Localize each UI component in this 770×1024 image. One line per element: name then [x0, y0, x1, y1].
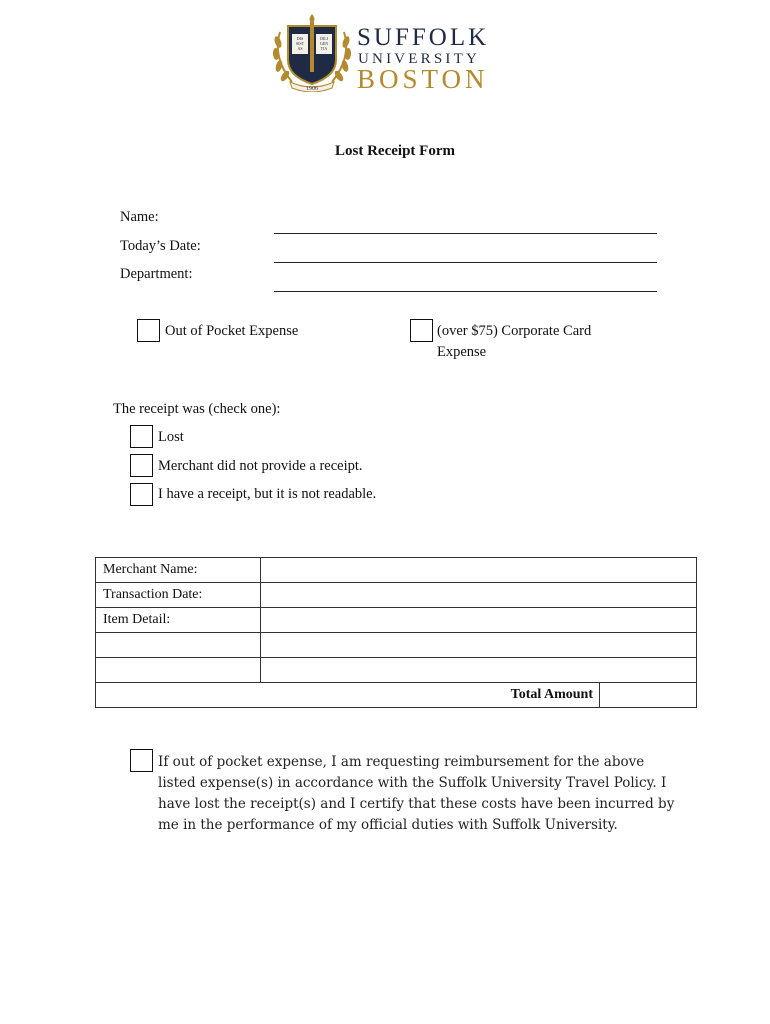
corporate-card-checkbox[interactable] — [410, 319, 433, 342]
item-detail-cell[interactable] — [261, 608, 697, 633]
transaction-date-label: Transaction Date: — [96, 583, 261, 608]
no-receipt-provided-checkbox[interactable] — [130, 454, 153, 477]
receipt-status-prompt: The receipt was (check one): — [113, 401, 281, 417]
merchant-name-label: Merchant Name: — [96, 558, 261, 583]
university-seal-logo — [270, 12, 354, 92]
unreadable-receipt-label: I have a receipt, but it is not readable. — [158, 486, 377, 502]
certification-checkbox[interactable] — [130, 749, 153, 772]
expense-details-table — [95, 557, 697, 708]
corporate-card-label-line1: (over $75) Corporate Card — [437, 323, 592, 339]
table-row — [96, 583, 697, 608]
form-title: Lost Receipt Form — [335, 143, 455, 159]
svg-text:DILI: DILI — [320, 36, 328, 41]
transaction-date-cell[interactable] — [261, 583, 697, 608]
blank-value-cell[interactable] — [261, 658, 697, 683]
blank-label-cell — [96, 633, 261, 658]
svg-text:AS: AS — [297, 46, 303, 51]
logo-wordmark-suffolk: SUFFOLK — [357, 24, 490, 51]
svg-text:TIA: TIA — [320, 46, 328, 51]
todays-date-input-line[interactable] — [274, 262, 657, 263]
table-row — [96, 558, 697, 583]
svg-text:DIS: DIS — [296, 36, 304, 41]
lost-checkbox[interactable] — [130, 425, 153, 448]
certification-statement: If out of pocket expense, I am requesting reimbursement for the above listed expense(s) in accordance with the Suffolk University Travel Policy. I have lost the receipt(s) and I certify that these costs have been incurred by me in the performance of my official duties with Suffolk University. — [158, 754, 675, 833]
corporate-card-label-line2: Expense — [437, 344, 487, 360]
department-input-line[interactable] — [274, 291, 657, 292]
table-row-total — [96, 683, 697, 708]
department-label: Department: — [120, 266, 193, 282]
name-input-line[interactable] — [274, 233, 657, 234]
total-amount-label: Total Amount — [96, 683, 600, 708]
seal-year: 1906 — [306, 86, 318, 92]
table-row — [96, 658, 697, 683]
lost-label: Lost — [158, 429, 184, 445]
todays-date-label: Today’s Date: — [120, 238, 201, 254]
unreadable-receipt-checkbox[interactable] — [130, 483, 153, 506]
out-of-pocket-checkbox[interactable] — [137, 319, 160, 342]
table-row — [96, 608, 697, 633]
name-label: Name: — [120, 209, 159, 225]
out-of-pocket-label: Out of Pocket Expense — [165, 323, 299, 339]
total-amount-cell[interactable] — [600, 683, 697, 708]
blank-label-cell — [96, 658, 261, 683]
no-receipt-provided-label: Merchant did not provide a receipt. — [158, 458, 363, 474]
logo-wordmark-boston: BOSTON — [357, 64, 489, 94]
item-detail-label: Item Detail: — [96, 608, 261, 633]
svg-text:GEN: GEN — [319, 41, 329, 46]
logo-wordmark-university: UNIVERSITY — [358, 51, 480, 67]
table-row — [96, 633, 697, 658]
merchant-name-cell[interactable] — [261, 558, 697, 583]
svg-text:SIST: SIST — [295, 41, 305, 46]
blank-value-cell[interactable] — [261, 633, 697, 658]
